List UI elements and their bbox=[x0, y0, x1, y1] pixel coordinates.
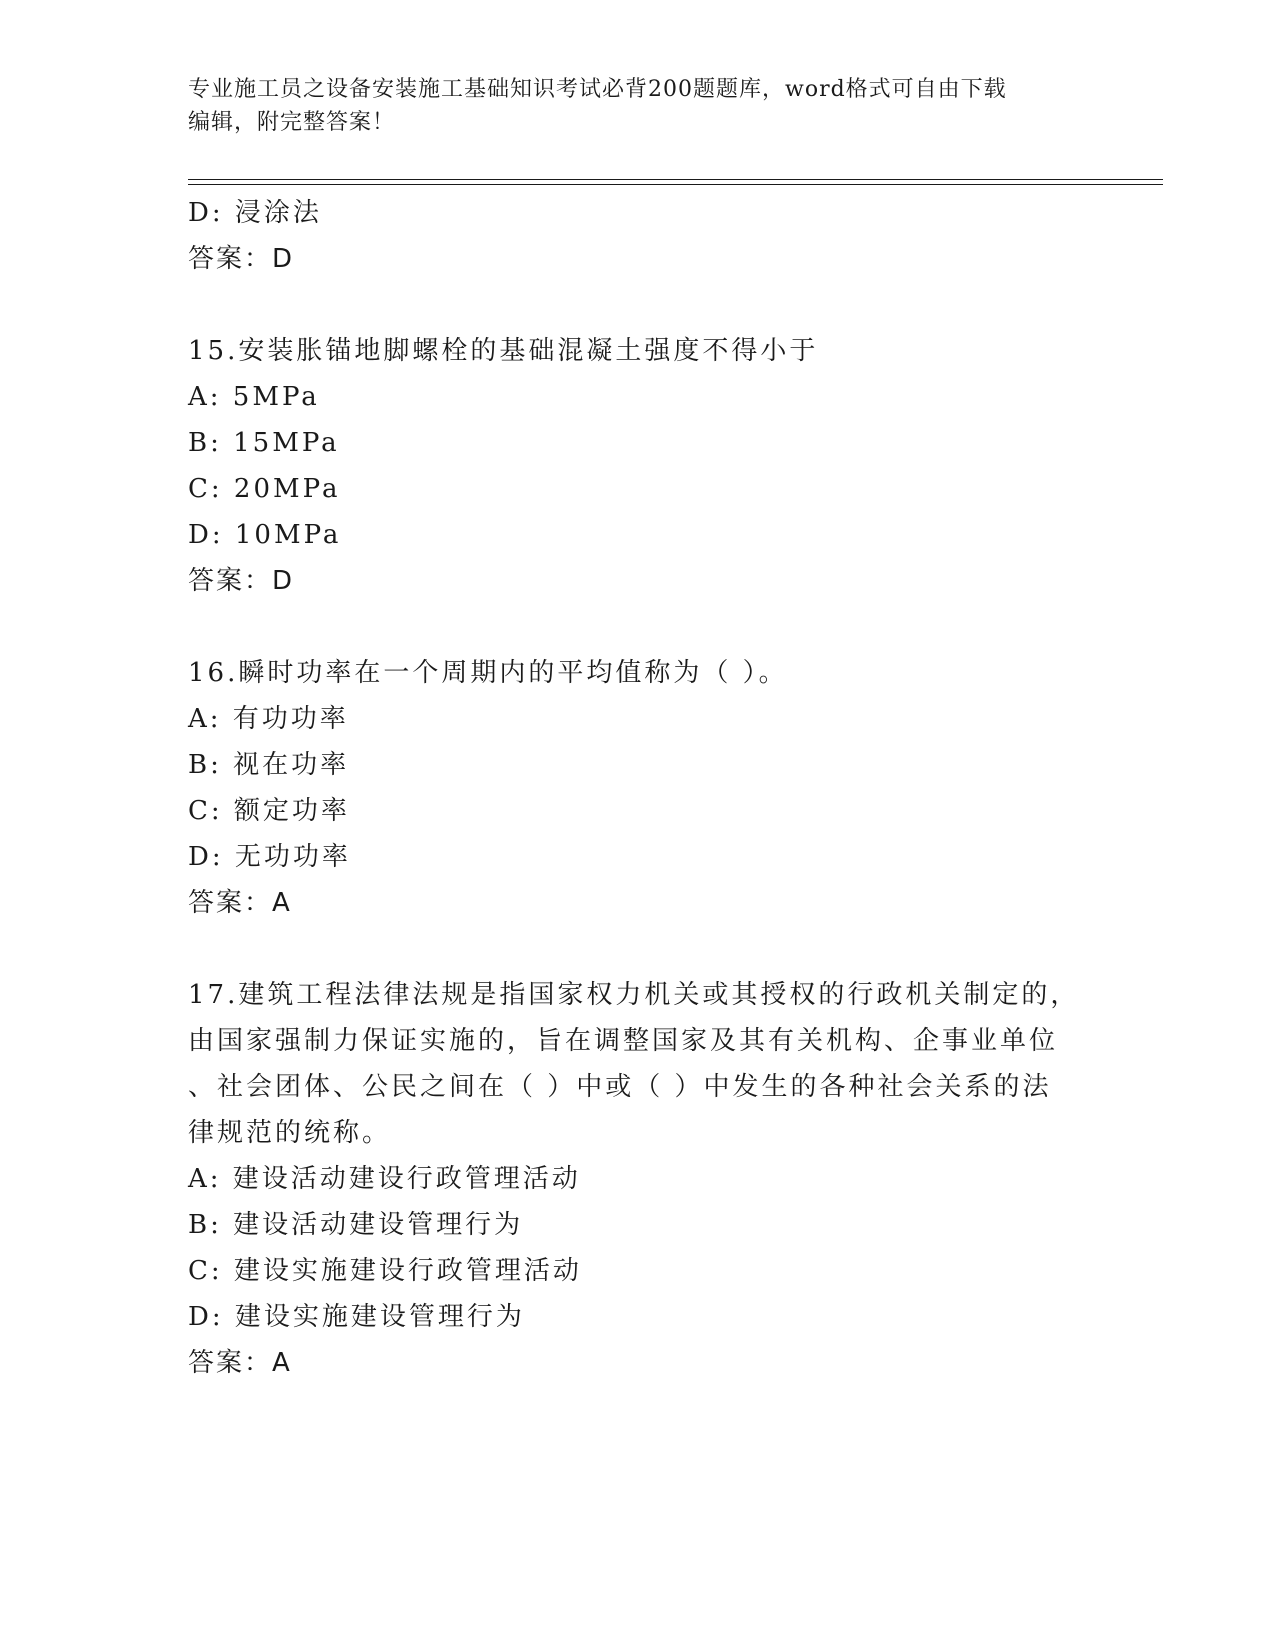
question-stem-line: 17.建筑工程法律法规是指国家权力机关或其授权的行政机关制定的， bbox=[188, 980, 1080, 1010]
header-line-1: 专业施工员之设备安装施工基础知识考试必背200题题库，word格式可自由下载 bbox=[188, 77, 1007, 102]
option-a: A: 5MPa bbox=[188, 382, 320, 412]
question-16 bbox=[188, 650, 1068, 926]
option-d: D: 10MPa bbox=[188, 520, 342, 550]
question-15 bbox=[188, 328, 1068, 604]
option-d: D: 建设实施建设管理行为 bbox=[188, 1302, 525, 1332]
question-stem bbox=[188, 972, 1080, 1156]
answer-line: 答案：A bbox=[188, 888, 292, 918]
question-stem-line: 16.瞬时功率在一个周期内的平均值称为（ ）。 bbox=[188, 658, 788, 688]
header-divider-top bbox=[188, 179, 1163, 180]
question-stem bbox=[188, 328, 1068, 374]
option-a: A: 建设活动建设行政管理活动 bbox=[188, 1164, 581, 1194]
answer-line: 答案：D bbox=[188, 566, 295, 596]
option-c: C: 20MPa bbox=[188, 474, 341, 504]
document-body bbox=[188, 190, 1080, 1386]
answer-line: 答案：D bbox=[188, 244, 295, 274]
option-a: A: 有功功率 bbox=[188, 704, 349, 734]
question-stem-line: 15.安装胀锚地脚螺栓的基础混凝土强度不得小于 bbox=[188, 336, 819, 366]
option-d: D: 无功功率 bbox=[188, 842, 351, 872]
option-b: B: 15MPa bbox=[188, 428, 340, 458]
answer-line: 答案：A bbox=[188, 1348, 292, 1378]
question-stem-line: 由国家强制力保证实施的，旨在调整国家及其有关机构、企事业单位 bbox=[188, 1026, 1059, 1056]
option-c: C: 建设实施建设行政管理活动 bbox=[188, 1256, 582, 1286]
previous-question-tail bbox=[188, 190, 1068, 282]
option-b: B: 视在功率 bbox=[188, 750, 350, 780]
question-stem-line: 律规范的统称。 bbox=[188, 1118, 392, 1148]
header-divider-bottom bbox=[188, 184, 1163, 185]
question-stem bbox=[188, 650, 1068, 696]
option-c: C: 额定功率 bbox=[188, 796, 350, 826]
document-header bbox=[188, 73, 1088, 139]
header-line-2: 编辑，附完整答案！ bbox=[188, 110, 396, 135]
option-b: B: 建设活动建设管理行为 bbox=[188, 1210, 524, 1240]
option-d: D: 浸涂法 bbox=[188, 198, 322, 228]
question-stem-line: 、社会团体、公民之间在（ ）中或（ ）中发生的各种社会关系的法 bbox=[188, 1072, 1052, 1102]
question-17 bbox=[188, 972, 1080, 1386]
